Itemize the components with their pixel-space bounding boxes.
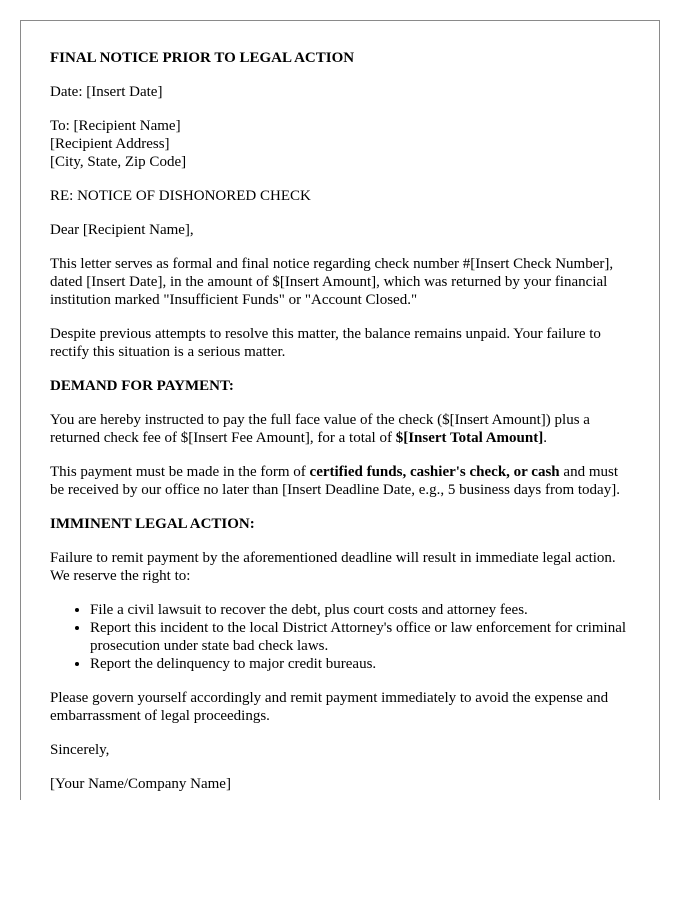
demand-total: $[Insert Total Amount] <box>395 430 544 446</box>
letter-page <box>20 20 660 800</box>
payment-paragraph <box>50 463 632 499</box>
list-item: • Report this incident to the local District Attorney's office or law enforcement for criminal prosecution under state bad check laws. <box>90 619 632 655</box>
demand-text-end: . <box>543 430 547 446</box>
letter-title: FINAL NOTICE PRIOR TO LEGAL ACTION <box>50 50 355 66</box>
date-line: Date: [Insert Date] <box>50 84 163 100</box>
intro-paragraph: This letter serves as formal and final notice regarding check number #[Insert Check Number], dated [Insert Date], in the amount of $[Insert Amount], which was returned by your financial institution marked "Insufficient Funds" or "Account Closed." <box>50 256 614 308</box>
recipient-address-line: [Recipient Address] <box>50 136 170 152</box>
legal-heading: IMMINENT LEGAL ACTION: <box>50 516 255 532</box>
signature-name: [Your Name/Company Name] <box>50 776 231 792</box>
unpaid-paragraph: Despite previous attempts to resolve this matter, the balance remains unpaid. Your failure to rectify this situation is a serious matter. <box>50 326 601 360</box>
payment-methods: certified funds, cashier's check, or cash <box>309 464 560 480</box>
closing-paragraph: Please govern yourself accordingly and remit payment immediately to avoid the expense and embarrassment of legal proceedings. <box>50 690 609 724</box>
demand-paragraph <box>50 411 632 447</box>
payment-deadline-text: and must be received by our office no later than [Insert Deadline Date, e.g., 5 business days from today]. <box>50 464 620 498</box>
salutation: Dear [Recipient Name], <box>50 222 194 238</box>
recipient-name-line: To: [Recipient Name] <box>50 118 181 134</box>
demand-heading: DEMAND FOR PAYMENT: <box>50 378 234 394</box>
recipient-city-line: [City, State, Zip Code] <box>50 154 187 170</box>
subject-line: RE: NOTICE OF DISHONORED CHECK <box>50 188 311 204</box>
sign-off: Sincerely, <box>50 742 110 758</box>
recipient-address-block <box>50 117 632 171</box>
payment-text: This payment must be made in the form of <box>50 464 310 480</box>
demand-text: You are hereby instructed to pay the full face value of the check ($[Insert Amount]) plus a returned check fee of $[Insert Fee Amount], for a total of <box>50 412 590 446</box>
legal-intro-paragraph: Failure to remit payment by the aforementioned deadline will result in immediate legal action. We reserve the right to: <box>50 550 616 584</box>
list-item: • File a civil lawsuit to recover the debt, plus court costs and attorney fees. <box>90 601 632 619</box>
legal-actions-list <box>50 601 632 673</box>
list-item: • Report the delinquency to major credit bureaus. <box>90 655 632 673</box>
letter-content <box>50 49 632 800</box>
